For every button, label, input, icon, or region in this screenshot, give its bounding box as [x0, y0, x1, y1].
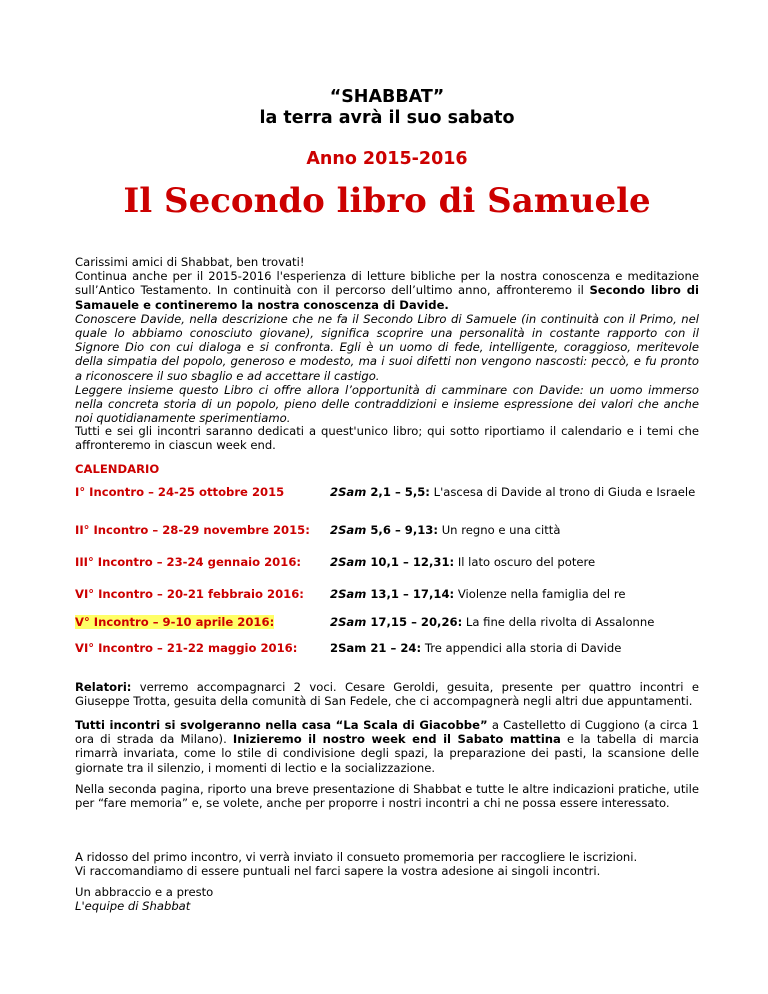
intro-bold: Secondo libro di Samauele e contineremo la nostra conoscenza di Davide. [75, 283, 699, 312]
ref-book: 2Sam [330, 587, 367, 601]
calendar-topic [330, 485, 699, 499]
calendar-topic [330, 641, 699, 655]
calendar-topic [330, 523, 699, 537]
ref-book: 2Sam [330, 555, 367, 569]
calendar-date: II° Incontro – 28-29 novembre 2015: [75, 523, 310, 537]
intro-paragraph [75, 269, 699, 312]
second-page-paragraph: Nella seconda pagina, riporto una breve presentazione di Shabbat e tutte le altre indicazioni pratiche, utile per “fare memoria” e, se volete, anche per proporre i nostri incontri a chi ne possa essere interessato. [75, 782, 699, 811]
closing [75, 885, 699, 913]
reading-opportunity: Leggere insieme questo Libro ci offre allora l’opportunità di camminare con Davide: un uomo immerso nella concreta storia di un popolo, pieno delle contraddizioni e insieme espressione dei valori che anche noi quotidianamente sperimentiamo. [75, 382, 699, 426]
calendar-date-highlighted [75, 615, 320, 629]
davide-description: Conoscere Davide, nella descrizione che ne fa il Secondo Libro di Samuele (in continuità con il Primo, nel quale lo abbiamo conosciuto giovane), significa scoprire una personalità in costante rapporto con il Signore Dio con cui dialoga e si confronta. Egli è un uomo di fede, intelligente, coraggioso, meritevole della simpatia del popolo, generoso e modesto, ma i suoi difetti non vengono nascosti: peccò, e fu pronto a riconoscere il suo sbaglio e ad accettare il castigo. [75, 311, 699, 383]
closing-line: Un abbraccio e a presto [75, 885, 214, 899]
venue-paragraph [75, 718, 699, 775]
ref-verses: 2,1 – 5,5: [366, 485, 430, 499]
venue-bold: Tutti incontri si svolgeranno nella casa “La Scala di Giacobbe” [75, 718, 488, 732]
ref-verses: 2Sam 21 – 24: [330, 641, 422, 655]
topic-text: L'ascesa di Davide al trono di Giuda e Israele [429, 485, 696, 499]
calendar-topic [330, 587, 699, 601]
book-title: Il Secondo libro di Samuele [123, 181, 651, 221]
relatori-label: Relatori: [75, 680, 132, 694]
topic-text: La fine della rivolta di Assalonne [462, 615, 655, 629]
signature: L'equipe di Shabbat [75, 899, 191, 914]
topic-text: Tre appendici alla storia di Davide [421, 641, 622, 655]
calendar-date: I° Incontro – 24-25 ottobre 2015 [75, 485, 285, 499]
topic-text: Violenze nella famiglia del re [454, 587, 626, 601]
ref-verses: 5,6 – 9,13: [366, 523, 439, 537]
relatori-text: verremo accompagnarci 2 voci. Cesare Geroldi, gesuita, presente per quattro incontri e Giuseppe Trotta, gesuita della comunità di San Fedele, che ci accompagnerà negli altri due appuntamenti. [75, 680, 699, 709]
schedule-text: e la tabella di marcia rimarrà invariata, come lo stile di condivisione degli spazi, la preparazione dei pasti, la scansione delle giornate tra il silenzio, i momenti di lectio e la socializzazione. [75, 732, 700, 775]
highlighted-date: V° Incontro – 9-10 aprile 2016: [75, 615, 275, 629]
greeting: Carissimi amici di Shabbat, ben trovati! [75, 255, 305, 269]
calendar-date: VI° Incontro – 20-21 febbraio 2016: [75, 587, 304, 601]
reminder-line: Vi raccomandiamo di essere puntuali nel farci sapere la vostra adesione ai singoli incontri. [75, 864, 601, 879]
ref-verses: 13,1 – 17,14: [366, 587, 455, 601]
year-heading: Anno 2015-2016 [306, 149, 468, 169]
subtitle: la terra avrà il suo sabato [259, 108, 515, 128]
reminder-paragraph [75, 850, 699, 878]
intro-text: Continua anche per il 2015-2016 l'esperienza di letture bibliche per la nostra conoscenza e meditazione sull’Antico Testamento. In continuità con il percorso dell’ultimo anno, affronteremo il [75, 269, 699, 298]
title-shabbat: “SHABBAT” [329, 87, 445, 107]
start-bold: Inizieremo il nostro week end il Sabato mattina [232, 732, 561, 747]
ref-verses: 17,15 – 20,26: [366, 615, 463, 629]
reminder-line: A ridosso del primo incontro, vi verrà inviato il consueto promemoria per raccogliere le iscrizioni. [75, 850, 638, 864]
relatori-paragraph [75, 680, 699, 708]
meetings-note: Tutti e sei gli incontri saranno dedicati a quest'unico libro; qui sotto riportiamo il calendario e i temi che affronteremo in ciascun week end. [75, 424, 699, 453]
ref-verses: 10,1 – 12,31: [366, 555, 455, 569]
calendar-heading: CALENDARIO [75, 462, 160, 476]
ref-book: 2Sam [330, 485, 367, 499]
topic-text: Il lato oscuro del potere [454, 555, 596, 569]
calendar-topic [330, 555, 699, 569]
intro-section [75, 255, 699, 425]
venue-text: a Castelletto di Cuggiono (a circa 1 ora di strada da Milano). [75, 718, 700, 747]
calendar-date: III° Incontro – 23-24 gennaio 2016: [75, 555, 302, 569]
ref-book: 2Sam [330, 615, 367, 629]
calendar-topic [330, 615, 699, 629]
topic-text: Un regno e una città [438, 523, 561, 537]
calendar-date: VI° Incontro – 21-22 maggio 2016: [75, 641, 298, 655]
ref-book: 2Sam [330, 523, 367, 537]
